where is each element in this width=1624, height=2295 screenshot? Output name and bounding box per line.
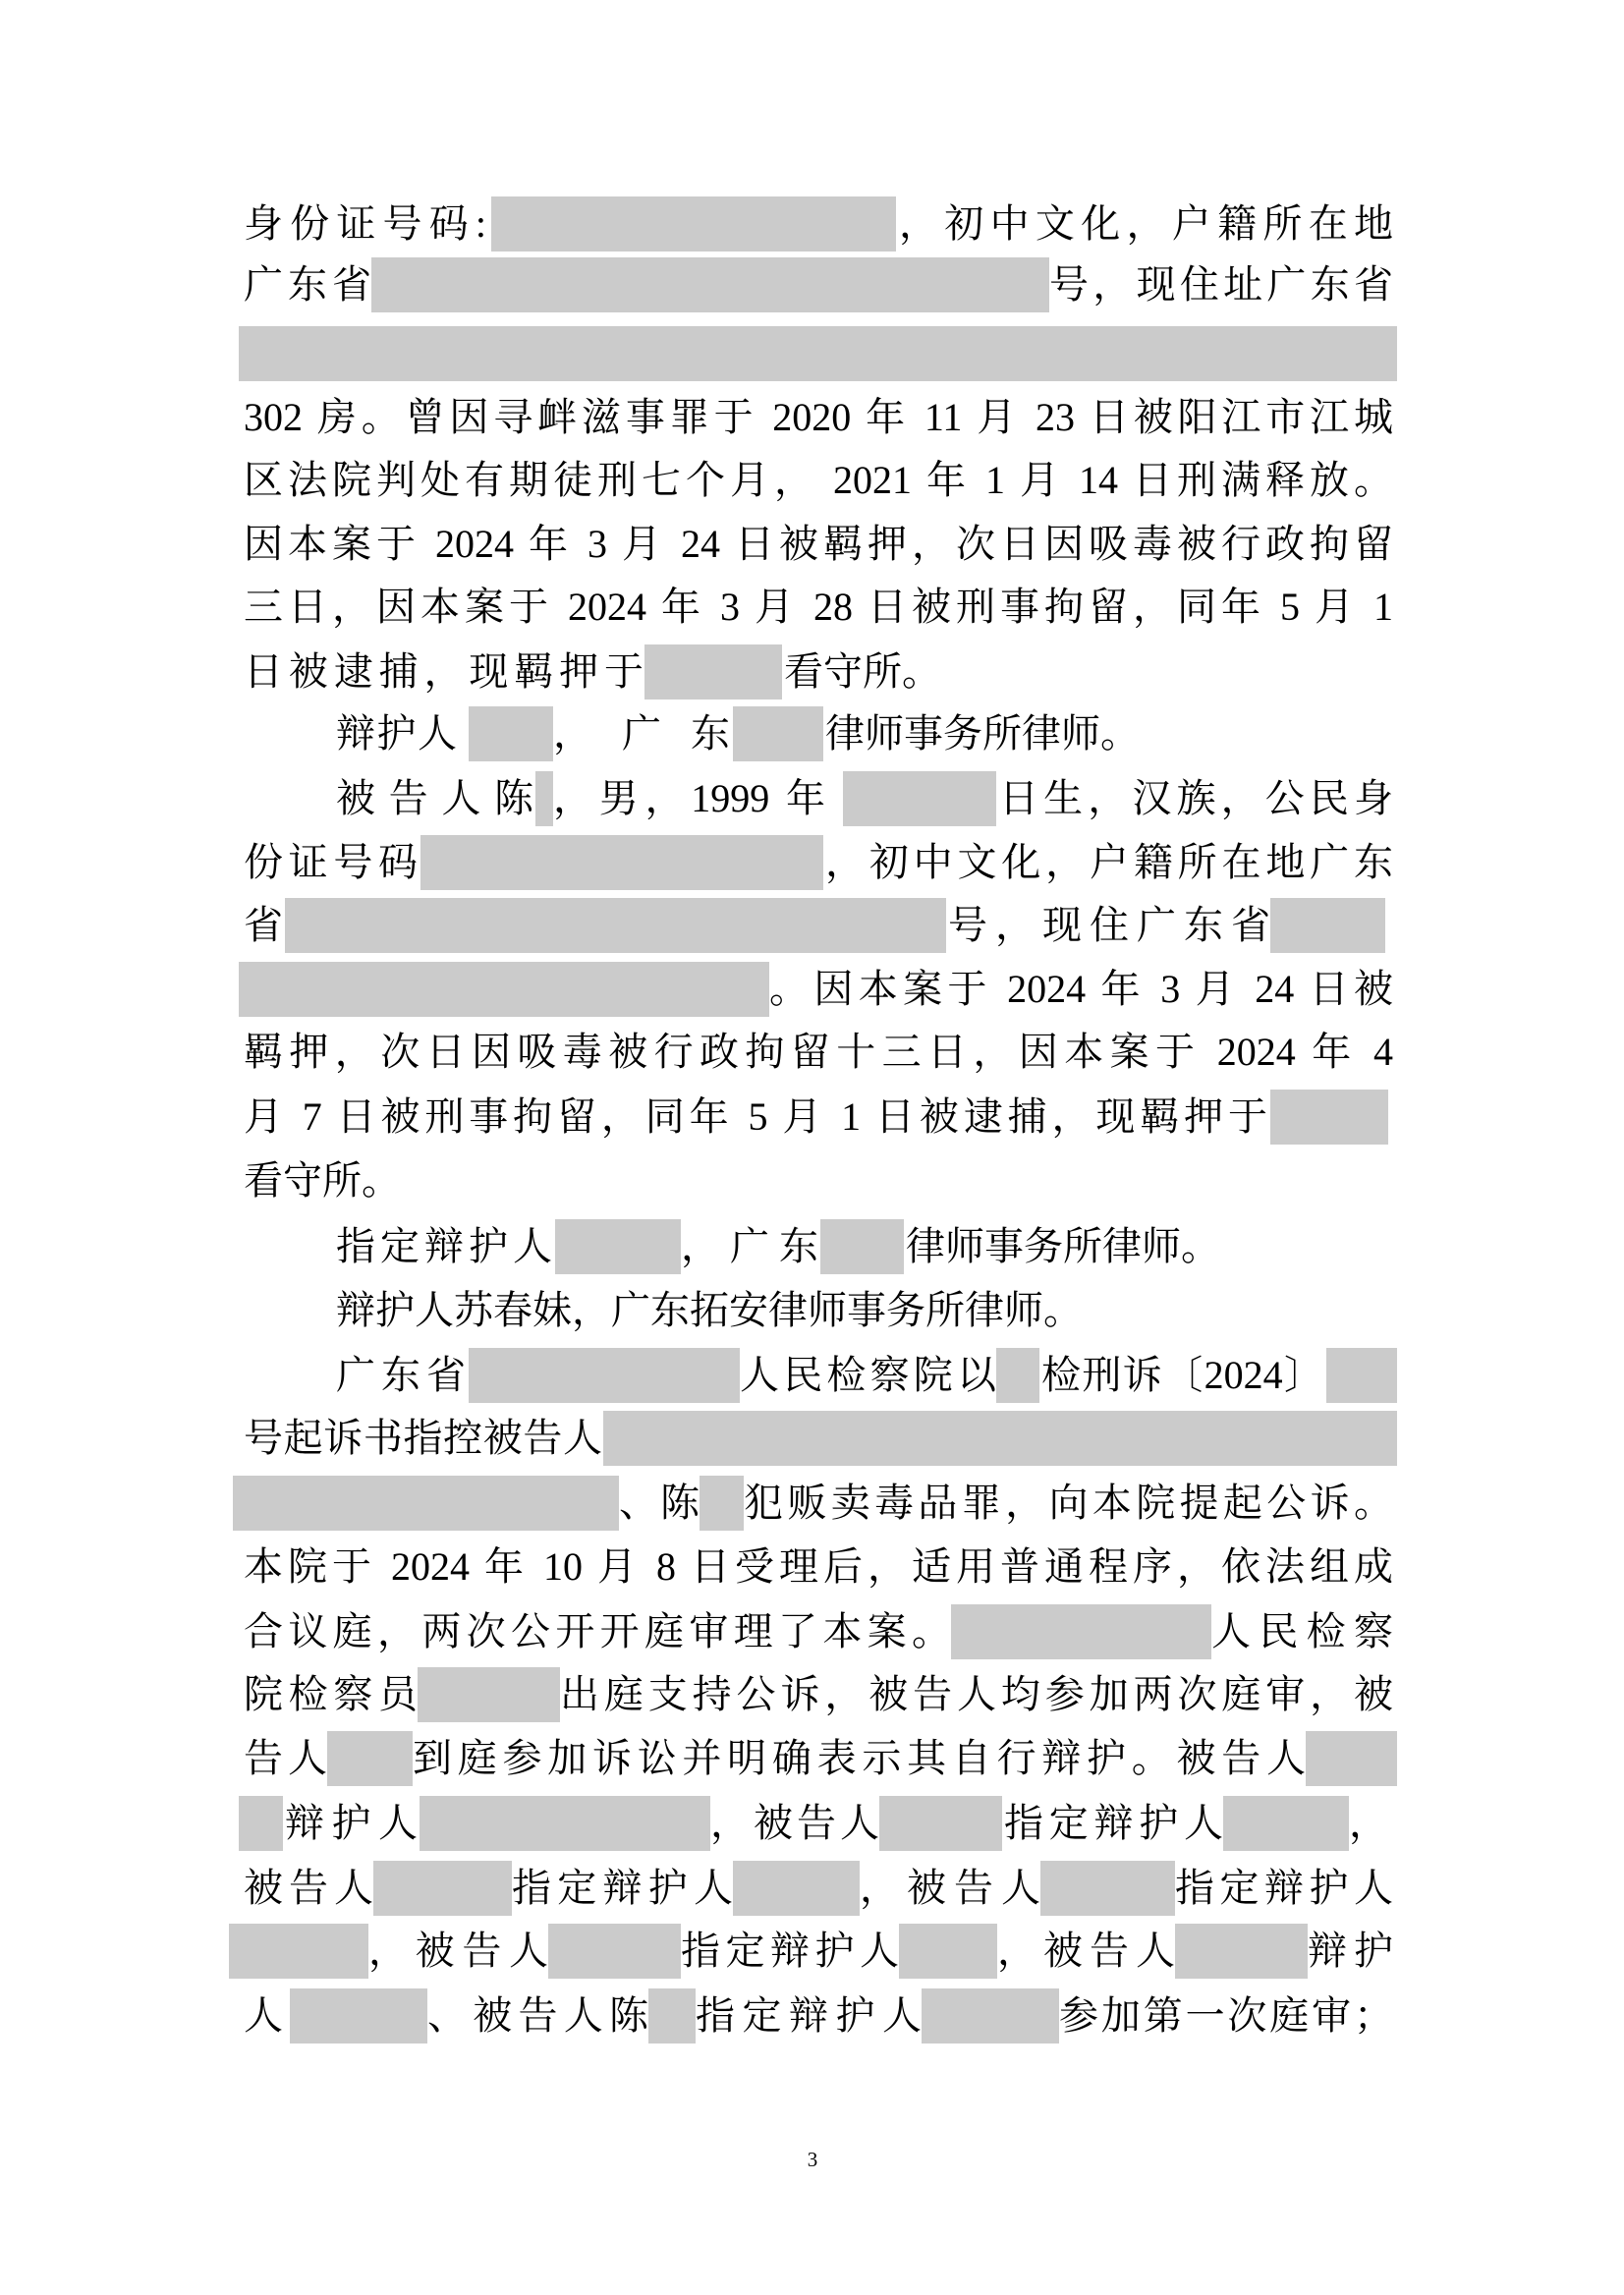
text-line xyxy=(0,192,1624,256)
redaction-box xyxy=(535,771,553,826)
text-line xyxy=(0,1148,1624,1213)
page-number: 3 xyxy=(807,2148,818,2171)
text-segment: 因本案于 2024 年 3 月 24 日被羁押，次日因吸毒被行政拘留 xyxy=(244,522,1393,566)
text-segment: 出庭支持公诉，被告人均参加两次庭审，被 xyxy=(560,1672,1393,1716)
text-segment: 指定辩护人 xyxy=(1004,1801,1223,1845)
redaction-box xyxy=(1326,1348,1397,1403)
text-segment: 月 7 日被刑事拘留，同年 5 月 1 日被逮捕，现羁押于 xyxy=(244,1094,1267,1139)
redaction-box xyxy=(1040,1861,1175,1916)
text-segment: 律师事务所律师。 xyxy=(906,1224,1220,1268)
text-segment: 人民检察院以 xyxy=(740,1353,996,1397)
redaction-box xyxy=(644,644,782,700)
text-segment: 人民检察 xyxy=(1211,1609,1393,1653)
text-segment: 份证号码 xyxy=(244,840,418,884)
redaction-box xyxy=(239,962,769,1017)
redaction-box xyxy=(1223,1796,1349,1851)
text-segment: 律师事务所律师。 xyxy=(825,711,1140,756)
redaction-box xyxy=(1270,1090,1388,1145)
text-segment: ，男，1999 年 xyxy=(553,776,825,820)
text-segment: 到庭参加诉讼并明确表示其自行辩护。被告人 xyxy=(413,1736,1306,1780)
text-segment: 辩护人苏春妹，广东拓安律师事务所律师。 xyxy=(336,1288,1083,1332)
text-segment: 号起诉书指控被告人 xyxy=(244,1416,602,1460)
text-segment: 院检察员 xyxy=(244,1672,418,1716)
text-line xyxy=(0,252,1624,317)
text-segment: 辩护 xyxy=(1308,1929,1393,1973)
text-segment: ，被告人 xyxy=(997,1929,1175,1973)
text-segment: 广东省 xyxy=(336,1353,466,1397)
redaction-box xyxy=(922,1988,1059,2043)
text-line xyxy=(0,321,1624,386)
redaction-box xyxy=(371,257,1049,312)
redaction-box xyxy=(491,196,896,252)
text-line xyxy=(0,512,1624,577)
text-segment: 号，现住址广东省 xyxy=(1049,262,1393,307)
text-line xyxy=(0,385,1624,450)
text-segment: 身份证号码: xyxy=(244,201,486,246)
text-segment: 辩护人 xyxy=(285,1801,418,1845)
text-segment: 被告人陈 xyxy=(336,776,533,820)
redaction-box xyxy=(879,1796,1002,1851)
text-segment: 人 xyxy=(244,1993,283,2038)
text-line xyxy=(0,1856,1624,1921)
text-line xyxy=(0,1085,1624,1149)
redaction-box xyxy=(420,835,823,890)
text-line xyxy=(0,1214,1624,1279)
redaction-box xyxy=(648,1988,696,2043)
redaction-box xyxy=(1175,1924,1308,1979)
text-segment: 、被告人陈 xyxy=(427,1993,648,2038)
redaction-box xyxy=(327,1731,413,1786)
text-segment: 广东省 xyxy=(244,262,371,307)
text-segment: 区法院判处有期徒刑七个月， 2021 年 1 月 14 日刑满释放。 xyxy=(244,458,1393,502)
text-segment: 指定辩护人 xyxy=(1175,1866,1393,1910)
text-segment: ，广东 xyxy=(681,1224,818,1268)
text-segment: 省 xyxy=(244,903,283,947)
text-line xyxy=(0,1343,1624,1408)
text-segment: 被告人 xyxy=(244,1866,373,1910)
redaction-box xyxy=(239,326,1397,381)
text-line xyxy=(0,1278,1624,1343)
text-line xyxy=(0,640,1624,704)
text-segment: 日生，汉族，公民身 xyxy=(999,776,1393,820)
text-line xyxy=(0,1020,1624,1085)
text-line xyxy=(0,1406,1624,1471)
text-line xyxy=(0,448,1624,513)
text-line xyxy=(0,1599,1624,1664)
text-line xyxy=(0,1471,1624,1536)
text-segment: 羁押，次日因吸毒被行政拘留十三日，因本案于 2024 年 4 xyxy=(244,1030,1393,1074)
text-segment: 本院于 2024 年 10 月 8 日受理后，适用普通程序，依法组成 xyxy=(244,1544,1393,1589)
text-line xyxy=(0,766,1624,831)
redaction-box xyxy=(418,1667,560,1722)
redaction-box xyxy=(700,1476,744,1531)
redaction-box xyxy=(555,1219,681,1274)
redaction-box xyxy=(1270,898,1385,953)
text-segment: 合议庭，两次公开开庭审理了本案。 xyxy=(244,1609,951,1653)
redaction-box xyxy=(239,1796,283,1851)
redaction-box xyxy=(899,1924,997,1979)
redaction-box xyxy=(469,1348,740,1403)
text-segment: 号，现住广东省 xyxy=(948,903,1270,947)
redaction-box xyxy=(820,1219,904,1274)
redaction-box xyxy=(548,1924,681,1979)
redaction-box xyxy=(733,1861,860,1916)
redaction-box xyxy=(373,1861,512,1916)
text-segment: ，初中文化，户籍所在地 xyxy=(899,201,1393,246)
text-segment: 指定辩护人 xyxy=(512,1866,733,1910)
text-line xyxy=(0,575,1624,640)
text-segment: 犯贩卖毒品罪，向本院提起公诉。 xyxy=(744,1481,1393,1525)
text-segment: ，初中文化，户籍所在地广东 xyxy=(825,840,1393,884)
redaction-box xyxy=(951,1604,1211,1659)
text-segment: 302 房。曾因寻衅滋事罪于 2020 年 11 月 23 日被阳江市江城 xyxy=(244,395,1393,439)
text-segment: ，被告人 xyxy=(710,1801,879,1845)
text-segment: 看守所。 xyxy=(244,1158,401,1203)
redaction-box xyxy=(996,1348,1039,1403)
text-segment: ，被告人 xyxy=(368,1929,548,1973)
text-segment: 辩护人 xyxy=(336,711,457,756)
text-line xyxy=(0,1726,1624,1791)
text-segment: 三日，因本案于 2024 年 3 月 28 日被刑事拘留，同年 5 月 1 xyxy=(244,585,1393,629)
redaction-box xyxy=(290,1988,427,2043)
text-line xyxy=(0,1535,1624,1599)
text-segment: 看守所。 xyxy=(784,649,941,694)
text-line xyxy=(0,893,1624,958)
text-segment: 。因本案于 2024 年 3 月 24 日被 xyxy=(769,967,1393,1011)
redaction-box xyxy=(469,706,553,761)
text-segment: ，被告人 xyxy=(860,1866,1040,1910)
text-line xyxy=(0,830,1624,895)
text-segment: ，广东 xyxy=(553,711,730,756)
redaction-box xyxy=(285,898,946,953)
text-segment: 告人 xyxy=(244,1736,327,1780)
text-segment: 检刑诉〔2024〕 xyxy=(1041,1353,1323,1397)
redaction-box xyxy=(1306,1731,1397,1786)
text-line xyxy=(0,1984,1624,2048)
text-line xyxy=(0,1791,1624,1856)
text-line xyxy=(0,701,1624,766)
text-line xyxy=(0,1662,1624,1727)
redaction-box xyxy=(420,1796,710,1851)
text-segment: ， xyxy=(1349,1801,1388,1845)
redaction-box xyxy=(229,1924,368,1979)
redaction-box xyxy=(843,771,996,826)
text-segment: 指定辩护人 xyxy=(336,1224,552,1268)
text-line xyxy=(0,1919,1624,1984)
text-segment: 参加第一次庭审； xyxy=(1059,1993,1393,2038)
text-segment: 、陈 xyxy=(619,1481,700,1525)
redaction-box xyxy=(603,1411,1397,1466)
redaction-box xyxy=(233,1476,619,1531)
text-segment: 指定辩护人 xyxy=(696,1993,922,2038)
redaction-box xyxy=(733,706,823,761)
text-segment: 日被逮捕，现羁押于 xyxy=(244,649,644,694)
text-line xyxy=(0,957,1624,1022)
text-segment: 指定辩护人 xyxy=(681,1929,899,1973)
